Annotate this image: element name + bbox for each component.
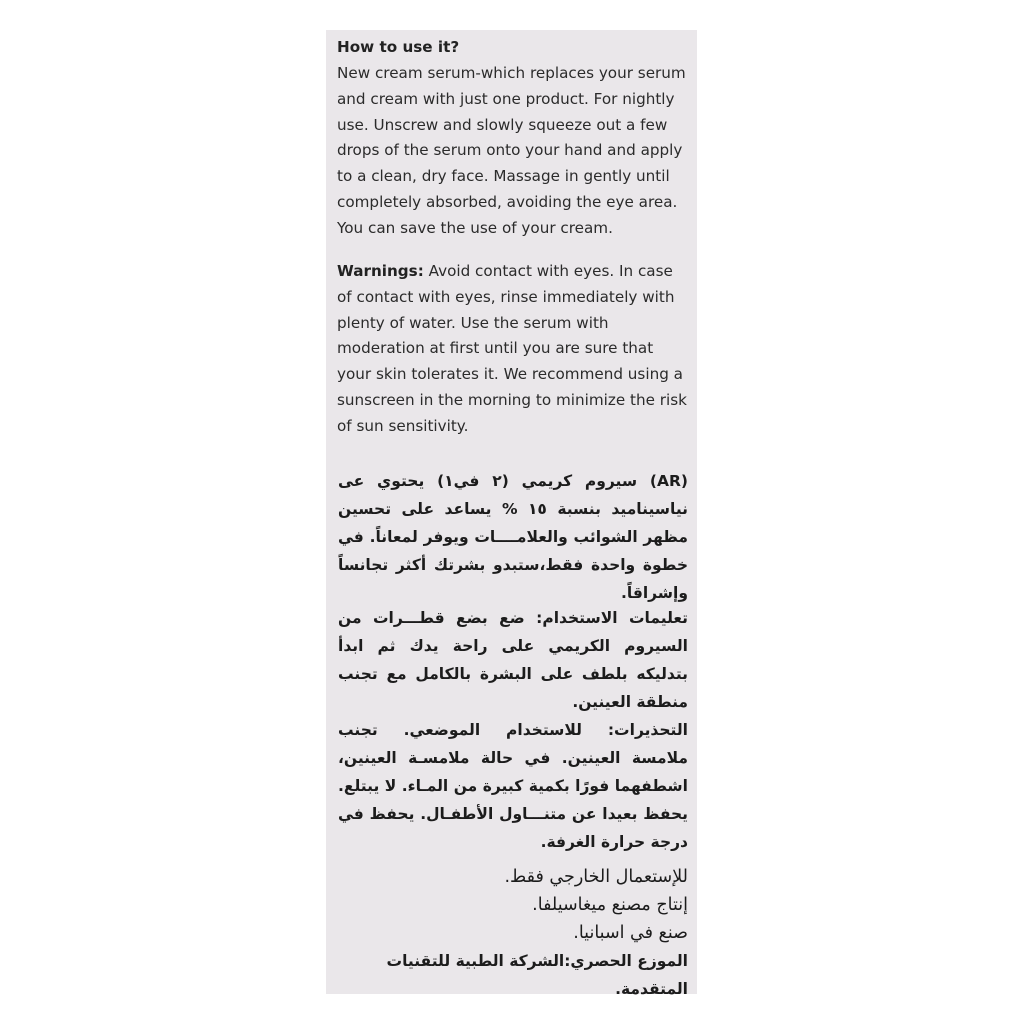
arabic-usage-warnings bbox=[338, 604, 688, 856]
arabic-usage: تعليمات الاستخدام: ضع بضع قطـــرات من السيروم الكريمي على راحة يدك ثم ابدأ بتدليكه بلطف على البشرة بالكامل مع تجنب منطقة العينين. bbox=[338, 609, 688, 711]
warnings-label: Warnings: bbox=[337, 262, 424, 280]
warnings-paragraph bbox=[337, 259, 687, 440]
how-to-use-heading: How to use it? bbox=[337, 38, 460, 56]
distributor-note: الموزع الحصري:الشركة الطبية للتقنيات المتقدمة. bbox=[386, 952, 688, 998]
arabic-intro: (AR) سيروم كريمي (٢ في١) يحتوي عى نياسيناميد بنسبة ١٥ % يساعد على تحسين مظهر الشوائب والعلامــــات ويوفر لمعاناً. في خطوة واحدة فقط،ستبدو بشرتك أكثر تجانساً وإشراقاً. bbox=[338, 472, 688, 602]
manufacturer-note: إنتاج مصنع ميغاسيلفا. bbox=[532, 895, 688, 915]
warnings-text: Avoid contact with eyes. In case of contact with eyes, rinse immediately with plenty of water. Use the serum with moderation at first until you are sure that your skin tolerates it. We recommend using a sunscreen in the morning to minimize the risk of sun sensitivity. bbox=[337, 262, 687, 435]
made-in-note: صنع في اسبانيا. bbox=[573, 923, 688, 943]
arabic-footer bbox=[340, 863, 688, 1003]
product-info-panel bbox=[326, 30, 697, 998]
arabic-warnings: التحذيرات: للاستخدام الموضعي. تجنب ملامسة العينين. في حالة ملامسـة العينين، اشطفهما فورًا بكمية كبيرة من المـاء. لا يبتلع. يحفظ بعيدا عن متنـــاول الأطفـال. يحفظ في درجة حرارة الغرفة. bbox=[338, 721, 688, 851]
external-use-note: للإستعمال الخارجي فقط. bbox=[504, 867, 688, 887]
how-to-use-text: New cream serum-which replaces your serum and cream with just one product. For nightly use. Unscrew and slowly squeeze out a few drops of the serum onto your hand and apply to a clean, dry face. Massage in gently until completely absorbed, avoiding the eye area. You can save the use of your cream. bbox=[337, 64, 686, 237]
